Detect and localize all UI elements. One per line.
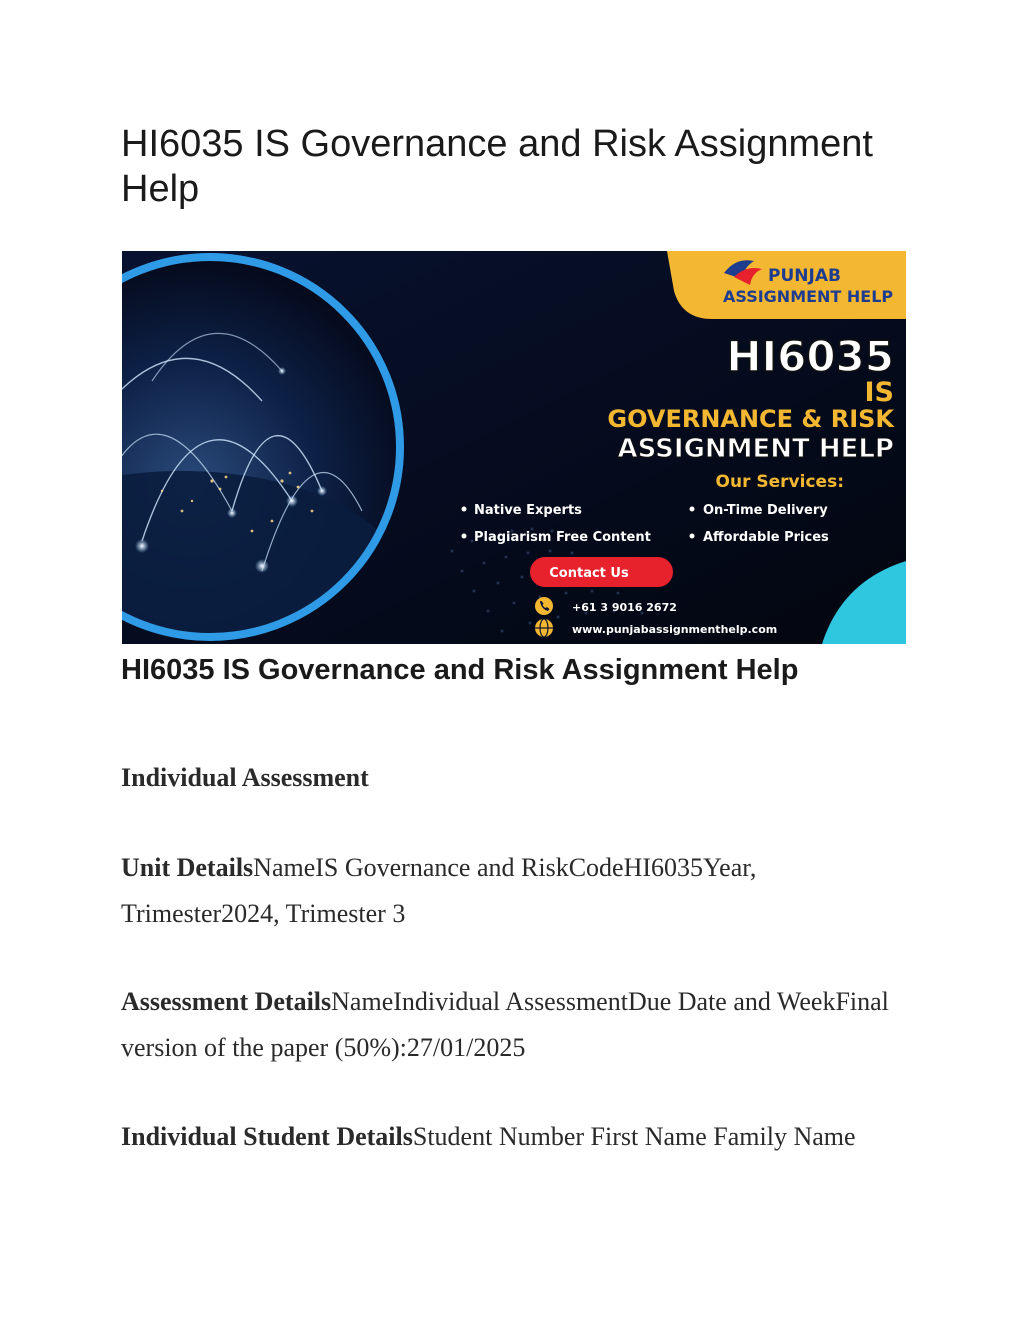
- bullet-icon: [690, 507, 695, 512]
- website-link[interactable]: www.punjabassignmenthelp.com: [572, 623, 778, 636]
- assessment-details-paragraph: [121, 979, 911, 1071]
- course-code: HI6035: [726, 332, 894, 381]
- service-item: Affordable Prices: [703, 530, 829, 545]
- bullet-icon: [462, 507, 467, 512]
- contact-us-label: Contact Us: [549, 566, 629, 581]
- unit-details-paragraph: [121, 845, 911, 937]
- phone-number: +61 3 9016 2672: [572, 601, 677, 614]
- service-item: On-Time Delivery: [703, 503, 828, 518]
- assessment-details-label: Assessment Details: [121, 987, 332, 1016]
- headline-governance: GOVERNANCE & RISK: [607, 405, 894, 433]
- services-title: Our Services:: [715, 472, 844, 492]
- assessment-details-text: NameIndividual AssessmentDue Date and WeekFinal version of the paper (50%):27/01/2025: [121, 987, 889, 1062]
- brand-line-2: ASSIGNMENT HELP: [723, 287, 894, 306]
- student-details-text: Student Number First Name Family Name: [412, 1122, 856, 1151]
- service-item: Plagiarism Free Content: [474, 530, 651, 545]
- is-label: IS: [864, 377, 894, 408]
- promo-banner: [122, 251, 906, 644]
- section-heading: HI6035 IS Governance and Risk Assignment Help: [121, 654, 799, 686]
- student-details-label: Individual Student Details: [121, 1122, 413, 1151]
- brand-line-1: PUNJAB: [768, 266, 841, 286]
- banner-graphic: [122, 251, 906, 644]
- headline-assignment: ASSIGNMENT HELP: [617, 434, 894, 464]
- bullet-icon: [462, 534, 467, 539]
- globe-icon: [535, 619, 553, 637]
- individual-assessment-heading: Individual Assessment: [121, 763, 369, 792]
- bullet-icon: [690, 534, 695, 539]
- service-item: Native Experts: [474, 503, 582, 518]
- unit-details-label: Unit Details: [121, 853, 254, 882]
- phone-icon: [535, 597, 553, 615]
- page-title: HI6035 IS Governance and Risk Assignment Help: [121, 123, 873, 210]
- contact-us-button[interactable]: [530, 557, 673, 587]
- student-details-paragraph: [121, 1114, 911, 1160]
- unit-details-text: NameIS Governance and RiskCodeHI6035Year, Trimester2024, Trimester 3: [121, 853, 757, 928]
